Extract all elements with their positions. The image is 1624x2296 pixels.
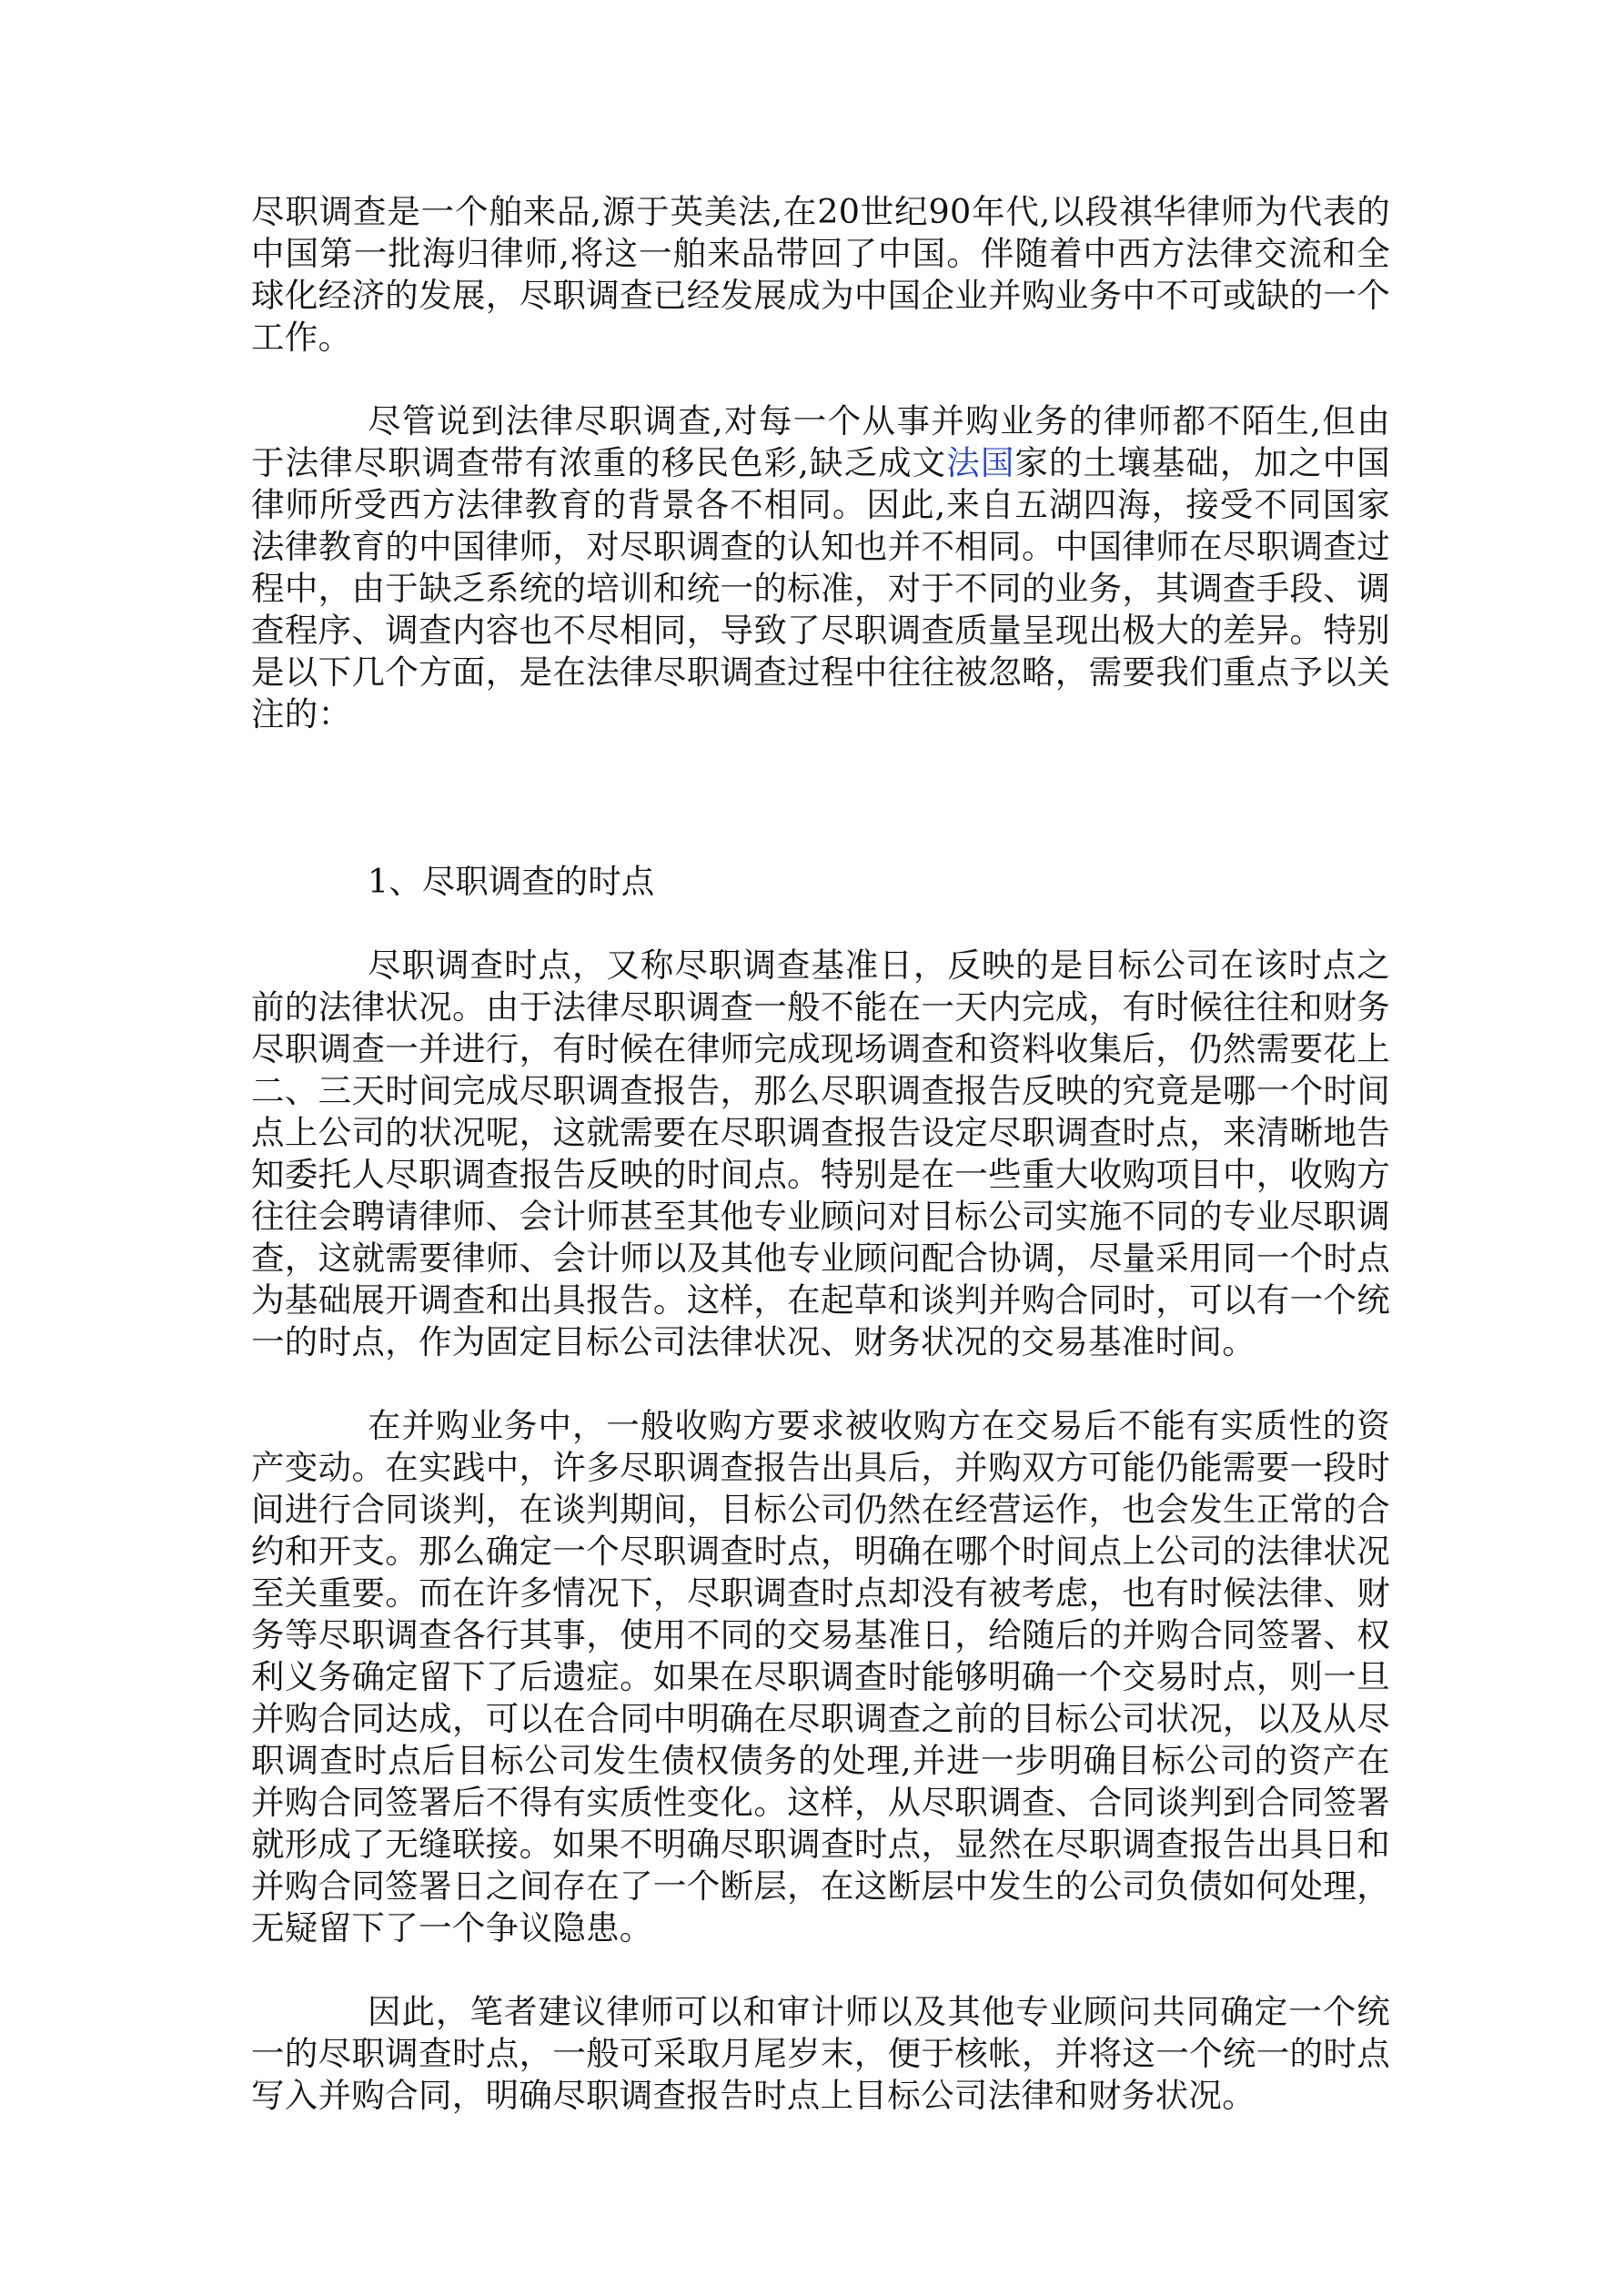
document-body — [251, 191, 1390, 2117]
paragraph-overview-text-2: 家的土壤基础，加之中国律师所受西方法律教育的背景各不相同。因此,来自五湖四海，接受不同国家法律教育的中国律师，对尽职调查的认知也并不相同。中国律师在尽职调查过程中，由于缺乏系统的培训和统一的标准，对于不同的业务，其调查手段、调查程序、调查内容也不尽相同，导致了尽职调查质量呈现出极大的差异。特别是以下几个方面，是在法律尽职调查过程中往往被忽略，需要我们重点予以关注的： — [251, 443, 1390, 733]
paragraph-timing-definition: 尽职调查时点，又称尽职调查基准日，反映的是目标公司在该时点之前的法律状况。由于法律尽职调查一般不能在一天内完成，有时候往往和财务尽职调查一并进行，有时候在律师完成现场调查和资料收集后，仍然需要花上二、三天时间完成尽职调查报告，那么尽职调查报告反映的究竟是哪一个时间点上公司的状况呢，这就需要在尽职调查报告设定尽职调查时点，来清晰地告知委托人尽职调查报告反映的时间点。特别是在一些重大收购项目中，收购方往往会聘请律师、会计师甚至其他专业顾问对目标公司实施不同的专业尽职调查，这就需要律师、会计师以及其他专业顾问配合协调，尽量采用同一个时点为基础展开调查和出具报告。这样，在起草和谈判并购合同时，可以有一个统一的时点，作为固定目标公司法律状况、财务状况的交易基准时间。 — [251, 946, 1390, 1361]
paragraph-timing-practice: 在并购业务中，一般收购方要求被收购方在交易后不能有实质性的资产变动。在实践中，许多尽职调查报告出具后，并购双方可能仍能需要一段时间进行合同谈判，在谈判期间，目标公司仍然在经营运作，也会发生正常的合约和开支。那么确定一个尽职调查时点，明确在哪个时间点上公司的法律状况至关重要。而在许多情况下，尽职调查时点却没有被考虑，也有时候法律、财务等尽职调查各行其事，使用不同的交易基准日，给随后的并购合同签署、权利义务确定留下了后遗症。如果在尽职调查时能够明确一个交易时点，则一旦并购合同达成，可以在合同中明确在尽职调查之前的目标公司状况，以及从尽职调查时点后目标公司发生债权债务的处理,并进一步明确目标公司的资产在并购合同签署后不得有实质性变化。这样，从尽职调查、合同谈判到合同签署就形成了无缝联接。如果不明确尽职调查时点，显然在尽职调查报告出具日和并购合同签署日之间存在了一个断层，在这断层中发生的公司负债如何处理，无疑留下了一个争议隐患。 — [251, 1406, 1390, 1947]
link-civil-law-country[interactable]: 法国 — [946, 443, 1015, 482]
paragraph-overview — [251, 400, 1390, 735]
paragraph-recommendation: 因此，笔者建议律师可以和审计师以及其他专业顾问共同确定一个统一的尽职调查时点，一般可采取月尾岁末，便于核帐，并将这一个统一的时点写入并购合同，明确尽职调查报告时点上目标公司法律和财务状况。 — [251, 1992, 1390, 2115]
section-heading-timing: 1、尽职调查的时点 — [368, 862, 655, 901]
paragraph-overview-text-1: 尽管说到法律尽职调查,对每一个从事并购业务的律师都不陌生,但由于法律尽职调查带有浓重的移民色彩,缺乏成文 — [251, 401, 1390, 482]
paragraph-intro: 尽职调查是一个舶来品,源于英美法,在20世纪90年代,以段祺华律师为代表的中国第一批海归律师,将这一舶来品带回了中国。伴随着中西方法律交流和全球化经济的发展，尽职调查已经发展成为中国企业并购业务中不可或缺的一个工作。 — [251, 192, 1390, 357]
